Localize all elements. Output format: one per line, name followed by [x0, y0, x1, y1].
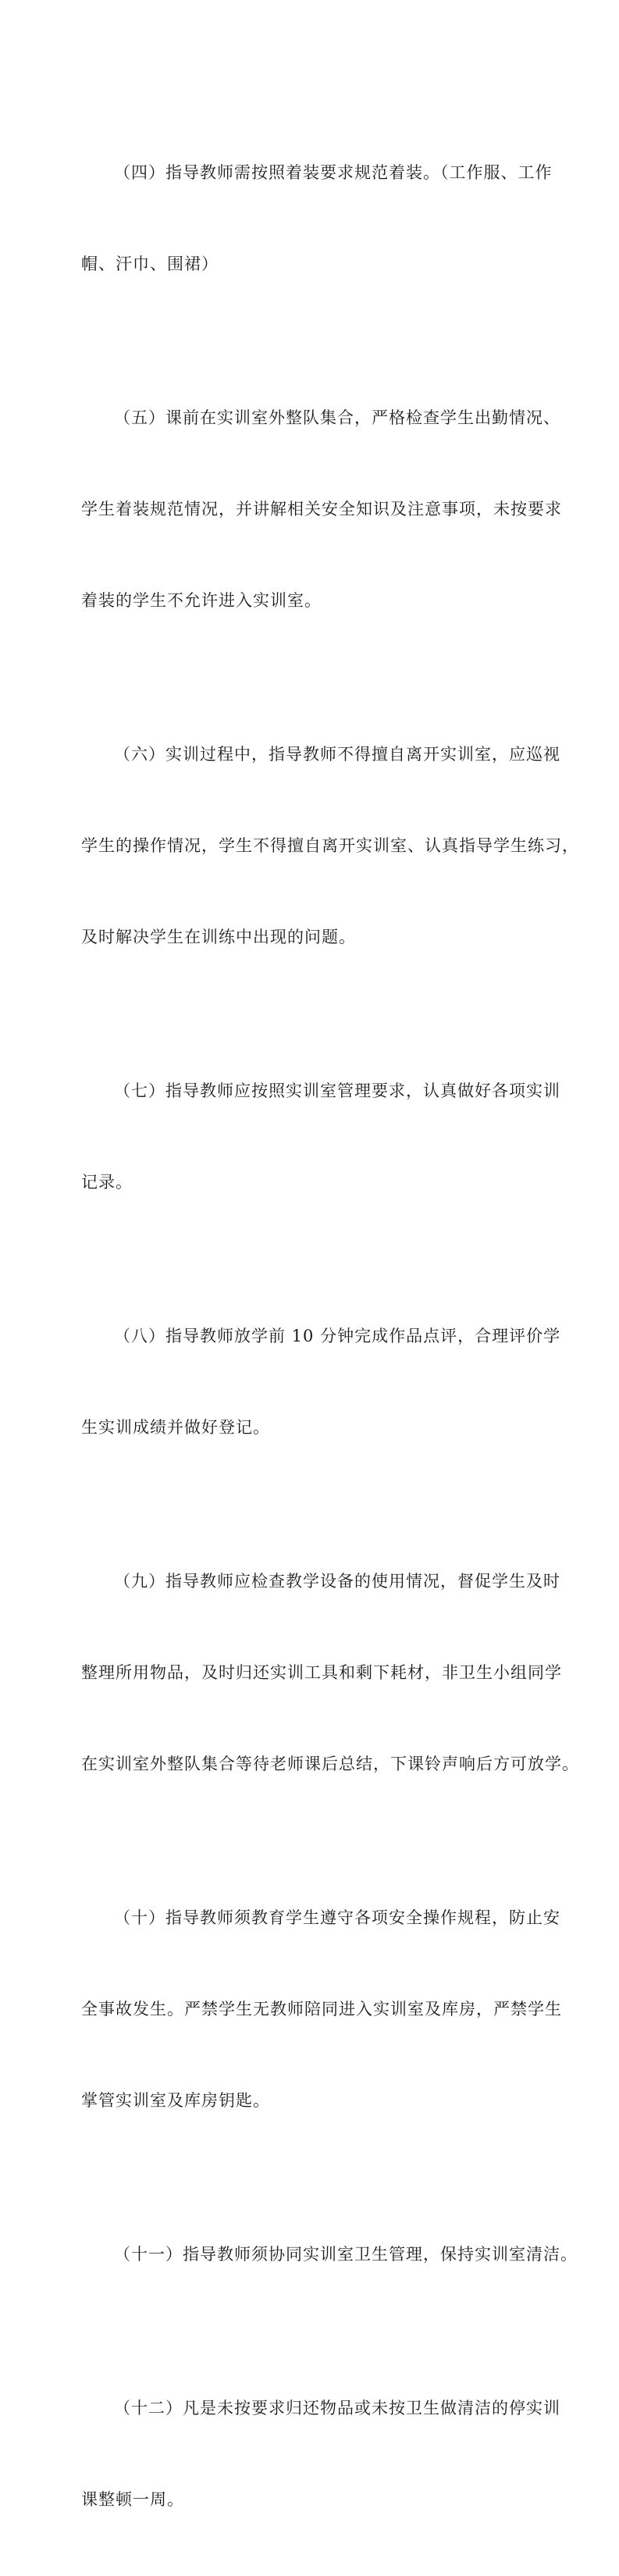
paragraph-4 — [81, 97, 553, 340]
text-line: （七）指导教师应按照实训室管理要求，认真做好各项实训 — [114, 1081, 560, 1100]
paragraph-10 — [81, 1842, 562, 2177]
paragraph-11 — [81, 2179, 578, 2331]
text-line: 学生的操作情况，学生不得擅自离开实训室、认真指导学生练习， — [81, 836, 579, 855]
paragraph-7 — [81, 1015, 560, 1259]
text-line: 及时解决学生在训练中出现的问题。 — [81, 928, 356, 946]
text-line: 生实训成绩并做好登记。 — [81, 1418, 270, 1437]
paragraph-5 — [81, 342, 562, 677]
text-line: （四）指导教师需按照着装要求规范着装。（工作服、工作 — [114, 163, 553, 182]
text-line: （十）指导教师须教育学生遵守各项安全操作规程，防止安 — [114, 1908, 560, 1927]
paragraph-12 — [81, 2332, 560, 2576]
text-line: 在实训室外整队集合等待老师课后总结，下课铃声响后方可放学。 — [81, 1755, 579, 1773]
text-line: （八）指导教师放学前 10 分钟完成作品点评，合理评价学 — [114, 1327, 561, 1345]
text-line: 着装的学生不允许进入实训室。 — [81, 591, 322, 610]
text-line: （五）课前在实训室外整队集合，严格检查学生出勤情况、 — [114, 408, 560, 427]
paragraph-8 — [81, 1260, 561, 1504]
text-line: 掌管实训室及库房钥匙。 — [81, 2091, 270, 2110]
text-line: 整理所用物品，及时归还实训工具和剩下耗材，非卫生小组同学 — [81, 1663, 562, 1682]
text-line: （九）指导教师应检查教学设备的使用情况，督促学生及时 — [114, 1572, 560, 1591]
document-body — [81, 97, 579, 2576]
paragraph-9 — [81, 1505, 579, 1840]
text-line: 全事故发生。严禁学生无教师陪同进入实训室及库房，严禁学生 — [81, 2000, 562, 2018]
text-line: （十二）凡是未按要求归还物品或未按卫生做清洁的停实训 — [114, 2399, 560, 2417]
text-line: 学生着装规范情况，并讲解相关安全知识及注意事项，未按要求 — [81, 500, 562, 518]
paragraph-6 — [81, 679, 579, 1014]
text-line: 帽、汗巾、围裙） — [81, 255, 219, 273]
text-line: （十一）指导教师须协同实训室卫生管理，保持实训室清洁。 — [114, 2245, 578, 2264]
text-line: （六）实训过程中，指导教师不得擅自离开实训室，应巡视 — [114, 745, 560, 764]
text-line: 课整顿一周。 — [81, 2490, 184, 2509]
text-line: 记录。 — [81, 1173, 133, 1192]
